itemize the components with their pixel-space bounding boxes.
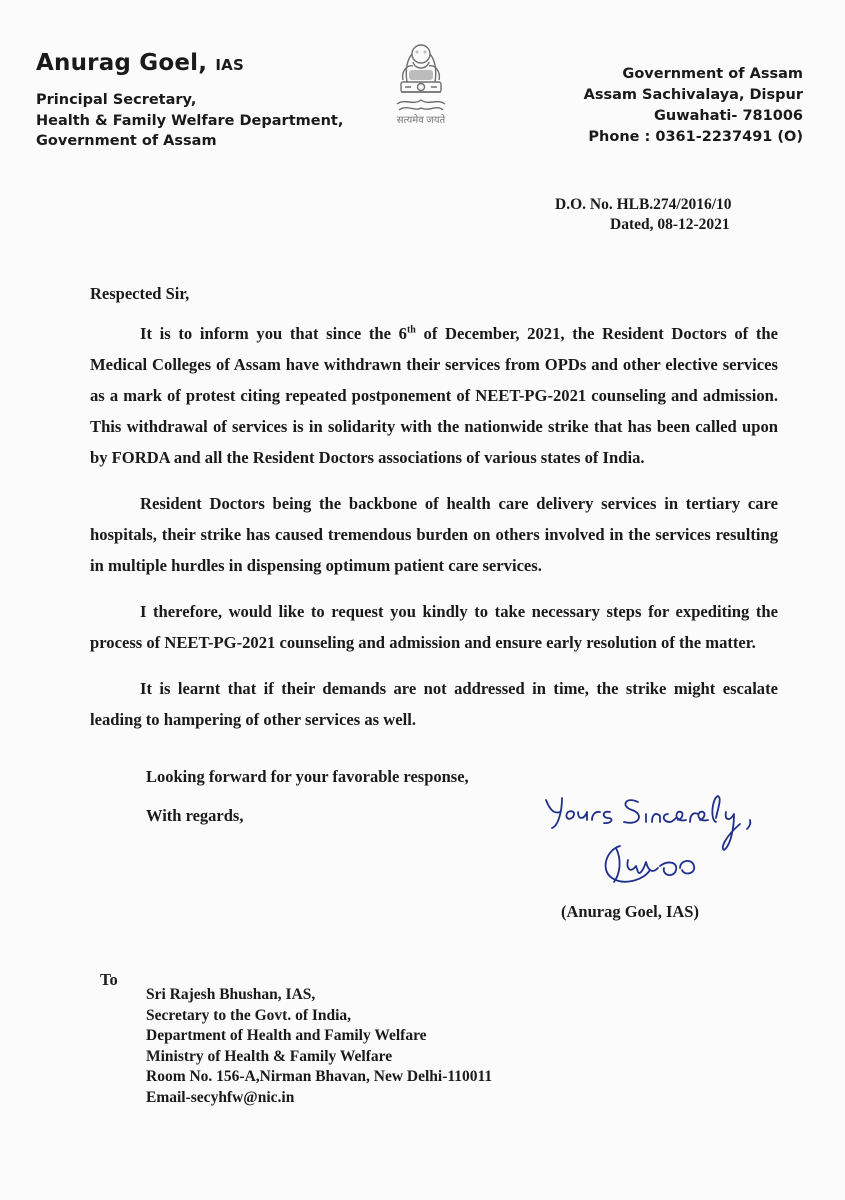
- body-paragraph-3: I therefore, would like to request you kindly to take necessary steps for expediting the process of NEET-PG-2021 counseling and admission and ensure early resolution of the matter.: [90, 602, 778, 652]
- body-paragraph-1: [90, 318, 778, 473]
- p1-part-b: of December, 2021, the Resident Doctors of the Medical Colleges of Assam have withdrawn their services from OPDs and other elective services as a mark of protest citing repeated postponement of NEET-PG-2021 counseling and admission. This withdrawal of services is in solidarity with the nationwide strike that has been called upon by FORDA and all the Resident Doctors associations of various states of India.: [90, 324, 778, 467]
- recipient-address: [146, 985, 492, 1109]
- salutation: Respected Sir,: [90, 284, 190, 303]
- reference-block: [555, 195, 732, 235]
- recipient-name: Sri Rajesh Bhushan, IAS,: [146, 986, 316, 1003]
- office-line: Assam Sachivalaya, Dispur: [583, 87, 803, 103]
- office-line: Guwahati- 781006: [653, 108, 803, 124]
- address-line: Secretary to the Govt. of India,: [146, 1006, 352, 1024]
- designation-line: Principal Secretary,: [36, 92, 197, 108]
- sender-name-suffix: IAS: [215, 56, 244, 74]
- sender-name: [36, 50, 244, 76]
- address-line: Ministry of Health & Family Welfare: [146, 1047, 393, 1065]
- p1-superscript: th: [406, 324, 416, 336]
- body-paragraph-4: It is learnt that if their demands are not addressed in time, the strike might escalate leading to hampering of other services as well.: [90, 679, 778, 729]
- handwritten-signature: [540, 790, 780, 900]
- office-phone: Phone : 0361-2237491 (O): [588, 129, 803, 145]
- emblem-motto: सत्यमेव जयते: [396, 115, 446, 126]
- closing-regards: With regards,: [146, 806, 244, 825]
- sender-office-address: [584, 64, 803, 148]
- signatory-name: (Anurag Goel, IAS): [561, 902, 699, 921]
- designation-line: Government of Assam: [36, 133, 217, 149]
- address-line: Room No. 156-A,Nirman Bhavan, New Delhi-110011: [146, 1068, 493, 1086]
- closing-line: Looking forward for your favorable response,: [146, 767, 469, 786]
- p1-part-a: It is to inform you that since the 6: [140, 324, 407, 343]
- designation-line: Health & Family Welfare Department,: [36, 112, 344, 129]
- body-paragraph-2: Resident Doctors being the backbone of health care delivery services in tertiary care hospitals, their strike has caused tremendous burden on others involved in the services resulting in multiple hurdles in dispensing optimum patient care services.: [90, 494, 778, 575]
- sender-designation: [36, 90, 343, 152]
- letter-date: Dated, 08-12-2021: [610, 216, 730, 233]
- letter-body: [90, 318, 778, 750]
- office-line: Government of Assam: [622, 66, 803, 82]
- to-label: To: [100, 970, 118, 989]
- sender-name-text: Anurag Goel,: [36, 50, 208, 76]
- address-line: Department of Health and Family Welfare: [146, 1027, 427, 1045]
- do-number: D.O. No. HLB.274/2016/10: [555, 196, 732, 213]
- recipient-email: Email-secyhfw@nic.in: [146, 1088, 295, 1106]
